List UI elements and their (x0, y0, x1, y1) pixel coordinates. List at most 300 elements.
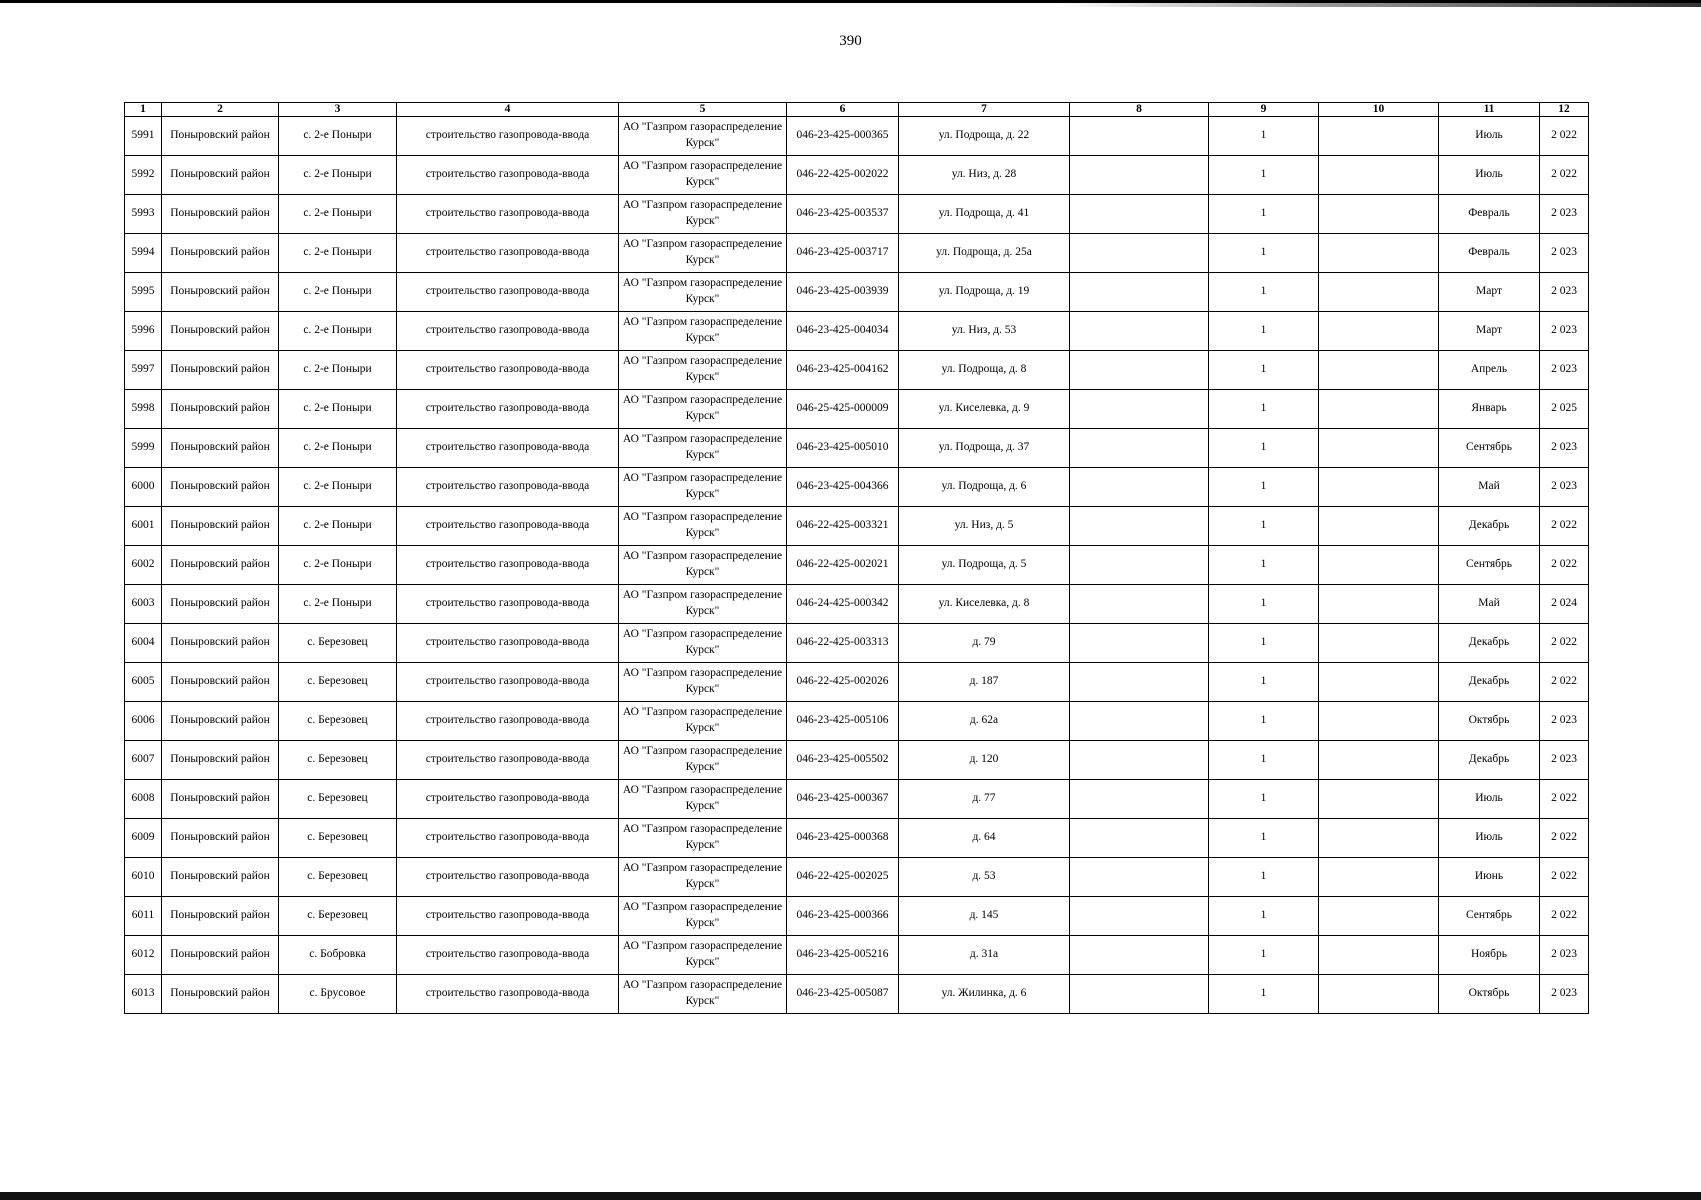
district-cell: Поныровский район (162, 663, 279, 702)
settlement-cell: с. 2-е Поныри (279, 507, 397, 546)
address-cell: ул. Подроща, д. 25а (899, 234, 1070, 273)
object-code-cell: 046-23-425-003717 (787, 234, 899, 273)
settlement-cell: с. 2-е Поныри (279, 195, 397, 234)
col-8-cell (1070, 273, 1209, 312)
col-10-cell (1319, 195, 1439, 234)
month-cell: Март (1439, 273, 1540, 312)
district-cell: Поныровский район (162, 468, 279, 507)
organization-cell: АО "Газпром газораспределение Курск" (619, 663, 787, 702)
table-row (125, 195, 1589, 234)
settlement-cell: с. 2-е Поныри (279, 234, 397, 273)
row-number: 5999 (125, 429, 162, 468)
address-cell: д. 64 (899, 819, 1070, 858)
col-8-cell (1070, 234, 1209, 273)
settlement-cell: с. Березовец (279, 624, 397, 663)
table-row (125, 351, 1589, 390)
col-10-cell (1319, 234, 1439, 273)
work-type-cell: строительство газопровода-ввода (397, 702, 619, 741)
organization-cell: АО "Газпром газораспределение Курск" (619, 585, 787, 624)
month-cell: Сентябрь (1439, 546, 1540, 585)
object-code-cell: 046-23-425-000366 (787, 897, 899, 936)
row-number: 5996 (125, 312, 162, 351)
header-col-4: 4 (397, 103, 619, 117)
table-row (125, 741, 1589, 780)
year-cell: 2 022 (1540, 156, 1589, 195)
table-row (125, 156, 1589, 195)
row-number: 5991 (125, 117, 162, 156)
registry-table (124, 102, 1589, 1014)
year-cell: 2 023 (1540, 234, 1589, 273)
header-col-11: 11 (1439, 103, 1540, 117)
year-cell: 2 023 (1540, 312, 1589, 351)
work-type-cell: строительство газопровода-ввода (397, 585, 619, 624)
table-row (125, 663, 1589, 702)
month-cell: Май (1439, 585, 1540, 624)
organization-cell: АО "Газпром газораспределение Курск" (619, 468, 787, 507)
col-8-cell (1070, 390, 1209, 429)
row-number: 6006 (125, 702, 162, 741)
address-cell: ул. Низ, д. 53 (899, 312, 1070, 351)
year-cell: 2 022 (1540, 663, 1589, 702)
district-cell: Поныровский район (162, 897, 279, 936)
header-col-6: 6 (787, 103, 899, 117)
district-cell: Поныровский район (162, 819, 279, 858)
col-8-cell (1070, 663, 1209, 702)
address-cell: ул. Подроща, д. 8 (899, 351, 1070, 390)
address-cell: ул. Подроща, д. 41 (899, 195, 1070, 234)
district-cell: Поныровский район (162, 429, 279, 468)
col-8-cell (1070, 702, 1209, 741)
settlement-cell: с. 2-е Поныри (279, 312, 397, 351)
organization-cell: АО "Газпром газораспределение Курск" (619, 936, 787, 975)
organization-cell: АО "Газпром газораспределение Курск" (619, 156, 787, 195)
district-cell: Поныровский район (162, 117, 279, 156)
year-cell: 2 022 (1540, 897, 1589, 936)
row-number: 5994 (125, 234, 162, 273)
quantity-cell: 1 (1209, 156, 1319, 195)
settlement-cell: с. 2-е Поныри (279, 390, 397, 429)
quantity-cell: 1 (1209, 741, 1319, 780)
col-10-cell (1319, 975, 1439, 1014)
organization-cell: АО "Газпром газораспределение Курск" (619, 858, 787, 897)
settlement-cell: с. 2-е Поныри (279, 546, 397, 585)
organization-cell: АО "Газпром газораспределение Курск" (619, 702, 787, 741)
quantity-cell: 1 (1209, 390, 1319, 429)
col-10-cell (1319, 468, 1439, 507)
table-row (125, 819, 1589, 858)
col-8-cell (1070, 780, 1209, 819)
year-cell: 2 023 (1540, 702, 1589, 741)
row-number: 6000 (125, 468, 162, 507)
table-row (125, 585, 1589, 624)
table-row (125, 507, 1589, 546)
quantity-cell: 1 (1209, 351, 1319, 390)
table-row (125, 780, 1589, 819)
address-cell: д. 79 (899, 624, 1070, 663)
table-header (125, 103, 1589, 117)
address-cell: д. 145 (899, 897, 1070, 936)
col-10-cell (1319, 117, 1439, 156)
col-8-cell (1070, 585, 1209, 624)
address-cell: ул. Подроща, д. 37 (899, 429, 1070, 468)
work-type-cell: строительство газопровода-ввода (397, 195, 619, 234)
quantity-cell: 1 (1209, 819, 1319, 858)
scan-edge-shadow (1060, 3, 1701, 7)
col-10-cell (1319, 663, 1439, 702)
year-cell: 2 022 (1540, 117, 1589, 156)
table-row (125, 429, 1589, 468)
object-code-cell: 046-22-425-002022 (787, 156, 899, 195)
month-cell: Октябрь (1439, 975, 1540, 1014)
header-col-12: 12 (1540, 103, 1589, 117)
row-number: 6013 (125, 975, 162, 1014)
year-cell: 2 025 (1540, 390, 1589, 429)
row-number: 6012 (125, 936, 162, 975)
object-code-cell: 046-22-425-002025 (787, 858, 899, 897)
row-number: 6002 (125, 546, 162, 585)
year-cell: 2 022 (1540, 819, 1589, 858)
work-type-cell: строительство газопровода-ввода (397, 351, 619, 390)
organization-cell: АО "Газпром газораспределение Курск" (619, 117, 787, 156)
settlement-cell: с. 2-е Поныри (279, 585, 397, 624)
district-cell: Поныровский район (162, 741, 279, 780)
col-8-cell (1070, 975, 1209, 1014)
object-code-cell: 046-23-425-005010 (787, 429, 899, 468)
page-number: 390 (839, 33, 862, 49)
object-code-cell: 046-24-425-000342 (787, 585, 899, 624)
organization-cell: АО "Газпром газораспределение Курск" (619, 390, 787, 429)
quantity-cell: 1 (1209, 195, 1319, 234)
quantity-cell: 1 (1209, 507, 1319, 546)
header-col-10: 10 (1319, 103, 1439, 117)
year-cell: 2 022 (1540, 780, 1589, 819)
header-col-9: 9 (1209, 103, 1319, 117)
address-cell: ул. Низ, д. 5 (899, 507, 1070, 546)
year-cell: 2 023 (1540, 273, 1589, 312)
address-cell: д. 53 (899, 858, 1070, 897)
district-cell: Поныровский район (162, 975, 279, 1014)
organization-cell: АО "Газпром газораспределение Курск" (619, 780, 787, 819)
col-10-cell (1319, 897, 1439, 936)
year-cell: 2 023 (1540, 975, 1589, 1014)
quantity-cell: 1 (1209, 624, 1319, 663)
quantity-cell: 1 (1209, 117, 1319, 156)
settlement-cell: с. Березовец (279, 663, 397, 702)
address-cell: д. 31а (899, 936, 1070, 975)
object-code-cell: 046-23-425-000367 (787, 780, 899, 819)
col-10-cell (1319, 156, 1439, 195)
month-cell: Сентябрь (1439, 429, 1540, 468)
address-cell: ул. Подроща, д. 6 (899, 468, 1070, 507)
work-type-cell: строительство газопровода-ввода (397, 663, 619, 702)
year-cell: 2 024 (1540, 585, 1589, 624)
work-type-cell: строительство газопровода-ввода (397, 858, 619, 897)
col-10-cell (1319, 624, 1439, 663)
address-cell: ул. Жилинка, д. 6 (899, 975, 1070, 1014)
work-type-cell: строительство газопровода-ввода (397, 897, 619, 936)
col-8-cell (1070, 429, 1209, 468)
row-number: 5992 (125, 156, 162, 195)
work-type-cell: строительство газопровода-ввода (397, 975, 619, 1014)
quantity-cell: 1 (1209, 975, 1319, 1014)
address-cell: ул. Подроща, д. 22 (899, 117, 1070, 156)
month-cell: Июль (1439, 819, 1540, 858)
month-cell: Февраль (1439, 234, 1540, 273)
work-type-cell: строительство газопровода-ввода (397, 468, 619, 507)
work-type-cell: строительство газопровода-ввода (397, 312, 619, 351)
work-type-cell: строительство газопровода-ввода (397, 117, 619, 156)
row-number: 6005 (125, 663, 162, 702)
district-cell: Поныровский район (162, 312, 279, 351)
col-10-cell (1319, 351, 1439, 390)
row-number: 6008 (125, 780, 162, 819)
header-col-8: 8 (1070, 103, 1209, 117)
address-cell: д. 120 (899, 741, 1070, 780)
year-cell: 2 022 (1540, 624, 1589, 663)
district-cell: Поныровский район (162, 624, 279, 663)
year-cell: 2 023 (1540, 195, 1589, 234)
work-type-cell: строительство газопровода-ввода (397, 234, 619, 273)
settlement-cell: с. 2-е Поныри (279, 429, 397, 468)
work-type-cell: строительство газопровода-ввода (397, 429, 619, 468)
settlement-cell: с. Бобровка (279, 936, 397, 975)
quantity-cell: 1 (1209, 702, 1319, 741)
table-row (125, 975, 1589, 1014)
object-code-cell: 046-23-425-000368 (787, 819, 899, 858)
month-cell: Ноябрь (1439, 936, 1540, 975)
settlement-cell: с. Березовец (279, 819, 397, 858)
settlement-cell: с. Березовец (279, 741, 397, 780)
quantity-cell: 1 (1209, 858, 1319, 897)
settlement-cell: с. Брусовое (279, 975, 397, 1014)
address-cell: ул. Киселевка, д. 8 (899, 585, 1070, 624)
organization-cell: АО "Газпром газораспределение Курск" (619, 897, 787, 936)
settlement-cell: с. Березовец (279, 897, 397, 936)
work-type-cell: строительство газопровода-ввода (397, 546, 619, 585)
object-code-cell: 046-25-425-000009 (787, 390, 899, 429)
settlement-cell: с. 2-е Поныри (279, 156, 397, 195)
object-code-cell: 046-23-425-003939 (787, 273, 899, 312)
object-code-cell: 046-23-425-005216 (787, 936, 899, 975)
table-row (125, 936, 1589, 975)
year-cell: 2 023 (1540, 351, 1589, 390)
col-8-cell (1070, 195, 1209, 234)
work-type-cell: строительство газопровода-ввода (397, 936, 619, 975)
col-8-cell (1070, 117, 1209, 156)
object-code-cell: 046-23-425-005502 (787, 741, 899, 780)
work-type-cell: строительство газопровода-ввода (397, 741, 619, 780)
quantity-cell: 1 (1209, 273, 1319, 312)
header-col-1: 1 (125, 103, 162, 117)
col-8-cell (1070, 936, 1209, 975)
year-cell: 2 022 (1540, 858, 1589, 897)
month-cell: Декабрь (1439, 663, 1540, 702)
work-type-cell: строительство газопровода-ввода (397, 390, 619, 429)
month-cell: Июль (1439, 780, 1540, 819)
month-cell: Декабрь (1439, 507, 1540, 546)
row-number: 5993 (125, 195, 162, 234)
organization-cell: АО "Газпром газораспределение Курск" (619, 195, 787, 234)
table-row (125, 273, 1589, 312)
col-10-cell (1319, 273, 1439, 312)
settlement-cell: с. 2-е Поныри (279, 468, 397, 507)
table-row (125, 312, 1589, 351)
scan-edge-bottom (0, 1192, 1701, 1200)
table-row (125, 117, 1589, 156)
work-type-cell: строительство газопровода-ввода (397, 273, 619, 312)
organization-cell: АО "Газпром газораспределение Курск" (619, 312, 787, 351)
row-number: 6004 (125, 624, 162, 663)
col-10-cell (1319, 429, 1439, 468)
organization-cell: АО "Газпром газораспределение Курск" (619, 507, 787, 546)
address-cell: ул. Подроща, д. 5 (899, 546, 1070, 585)
year-cell: 2 023 (1540, 936, 1589, 975)
month-cell: Сентябрь (1439, 897, 1540, 936)
month-cell: Июль (1439, 156, 1540, 195)
col-8-cell (1070, 156, 1209, 195)
object-code-cell: 046-22-425-002021 (787, 546, 899, 585)
address-cell: д. 62а (899, 702, 1070, 741)
col-10-cell (1319, 936, 1439, 975)
header-col-5: 5 (619, 103, 787, 117)
month-cell: Май (1439, 468, 1540, 507)
col-8-cell (1070, 741, 1209, 780)
month-cell: Декабрь (1439, 741, 1540, 780)
organization-cell: АО "Газпром газораспределение Курск" (619, 351, 787, 390)
settlement-cell: с. Березовец (279, 702, 397, 741)
month-cell: Март (1439, 312, 1540, 351)
district-cell: Поныровский район (162, 351, 279, 390)
quantity-cell: 1 (1209, 585, 1319, 624)
table-row (125, 702, 1589, 741)
settlement-cell: с. 2-е Поныри (279, 273, 397, 312)
col-8-cell (1070, 858, 1209, 897)
table-row (125, 390, 1589, 429)
quantity-cell: 1 (1209, 234, 1319, 273)
district-cell: Поныровский район (162, 273, 279, 312)
year-cell: 2 023 (1540, 741, 1589, 780)
col-8-cell (1070, 351, 1209, 390)
address-cell: ул. Низ, д. 28 (899, 156, 1070, 195)
month-cell: Июль (1439, 117, 1540, 156)
district-cell: Поныровский район (162, 936, 279, 975)
object-code-cell: 046-23-425-005087 (787, 975, 899, 1014)
col-10-cell (1319, 702, 1439, 741)
district-cell: Поныровский район (162, 780, 279, 819)
work-type-cell: строительство газопровода-ввода (397, 819, 619, 858)
object-code-cell: 046-22-425-003313 (787, 624, 899, 663)
object-code-cell: 046-23-425-004162 (787, 351, 899, 390)
table-row (125, 546, 1589, 585)
col-8-cell (1070, 468, 1209, 507)
work-type-cell: строительство газопровода-ввода (397, 624, 619, 663)
organization-cell: АО "Газпром газораспределение Курск" (619, 273, 787, 312)
object-code-cell: 046-22-425-003321 (787, 507, 899, 546)
organization-cell: АО "Газпром газораспределение Курск" (619, 819, 787, 858)
row-number: 5997 (125, 351, 162, 390)
row-number: 6010 (125, 858, 162, 897)
settlement-cell: с. Березовец (279, 780, 397, 819)
organization-cell: АО "Газпром газораспределение Курск" (619, 975, 787, 1014)
district-cell: Поныровский район (162, 702, 279, 741)
year-cell: 2 022 (1540, 507, 1589, 546)
district-cell: Поныровский район (162, 234, 279, 273)
work-type-cell: строительство газопровода-ввода (397, 156, 619, 195)
year-cell: 2 023 (1540, 429, 1589, 468)
quantity-cell: 1 (1209, 429, 1319, 468)
table-row (125, 858, 1589, 897)
month-cell: Октябрь (1439, 702, 1540, 741)
quantity-cell: 1 (1209, 780, 1319, 819)
object-code-cell: 046-23-425-004034 (787, 312, 899, 351)
quantity-cell: 1 (1209, 546, 1319, 585)
table-row (125, 468, 1589, 507)
col-10-cell (1319, 585, 1439, 624)
col-8-cell (1070, 624, 1209, 663)
year-cell: 2 022 (1540, 546, 1589, 585)
row-number: 5998 (125, 390, 162, 429)
district-cell: Поныровский район (162, 507, 279, 546)
organization-cell: АО "Газпром газораспределение Курск" (619, 741, 787, 780)
header-row (125, 103, 1589, 117)
object-code-cell: 046-23-425-005106 (787, 702, 899, 741)
organization-cell: АО "Газпром газораспределение Курск" (619, 624, 787, 663)
table-body (125, 117, 1589, 1014)
quantity-cell: 1 (1209, 312, 1319, 351)
header-col-3: 3 (279, 103, 397, 117)
row-number: 6003 (125, 585, 162, 624)
col-10-cell (1319, 819, 1439, 858)
object-code-cell: 046-22-425-002026 (787, 663, 899, 702)
quantity-cell: 1 (1209, 663, 1319, 702)
address-cell: ул. Подроща, д. 19 (899, 273, 1070, 312)
col-10-cell (1319, 546, 1439, 585)
table-row (125, 624, 1589, 663)
address-cell: ул. Киселевка, д. 9 (899, 390, 1070, 429)
object-code-cell: 046-23-425-000365 (787, 117, 899, 156)
col-10-cell (1319, 780, 1439, 819)
district-cell: Поныровский район (162, 390, 279, 429)
month-cell: Декабрь (1439, 624, 1540, 663)
work-type-cell: строительство газопровода-ввода (397, 780, 619, 819)
settlement-cell: с. Березовец (279, 858, 397, 897)
row-number: 6009 (125, 819, 162, 858)
settlement-cell: с. 2-е Поныри (279, 117, 397, 156)
row-number: 6001 (125, 507, 162, 546)
district-cell: Поныровский район (162, 156, 279, 195)
district-cell: Поныровский район (162, 585, 279, 624)
month-cell: Июнь (1439, 858, 1540, 897)
organization-cell: АО "Газпром газораспределение Курск" (619, 429, 787, 468)
organization-cell: АО "Газпром газораспределение Курск" (619, 234, 787, 273)
col-10-cell (1319, 312, 1439, 351)
district-cell: Поныровский район (162, 546, 279, 585)
year-cell: 2 023 (1540, 468, 1589, 507)
address-cell: д. 187 (899, 663, 1070, 702)
col-10-cell (1319, 390, 1439, 429)
object-code-cell: 046-23-425-003537 (787, 195, 899, 234)
quantity-cell: 1 (1209, 936, 1319, 975)
work-type-cell: строительство газопровода-ввода (397, 507, 619, 546)
col-8-cell (1070, 507, 1209, 546)
district-cell: Поныровский район (162, 858, 279, 897)
col-10-cell (1319, 858, 1439, 897)
object-code-cell: 046-23-425-004366 (787, 468, 899, 507)
col-8-cell (1070, 897, 1209, 936)
quantity-cell: 1 (1209, 897, 1319, 936)
col-8-cell (1070, 312, 1209, 351)
row-number: 5995 (125, 273, 162, 312)
